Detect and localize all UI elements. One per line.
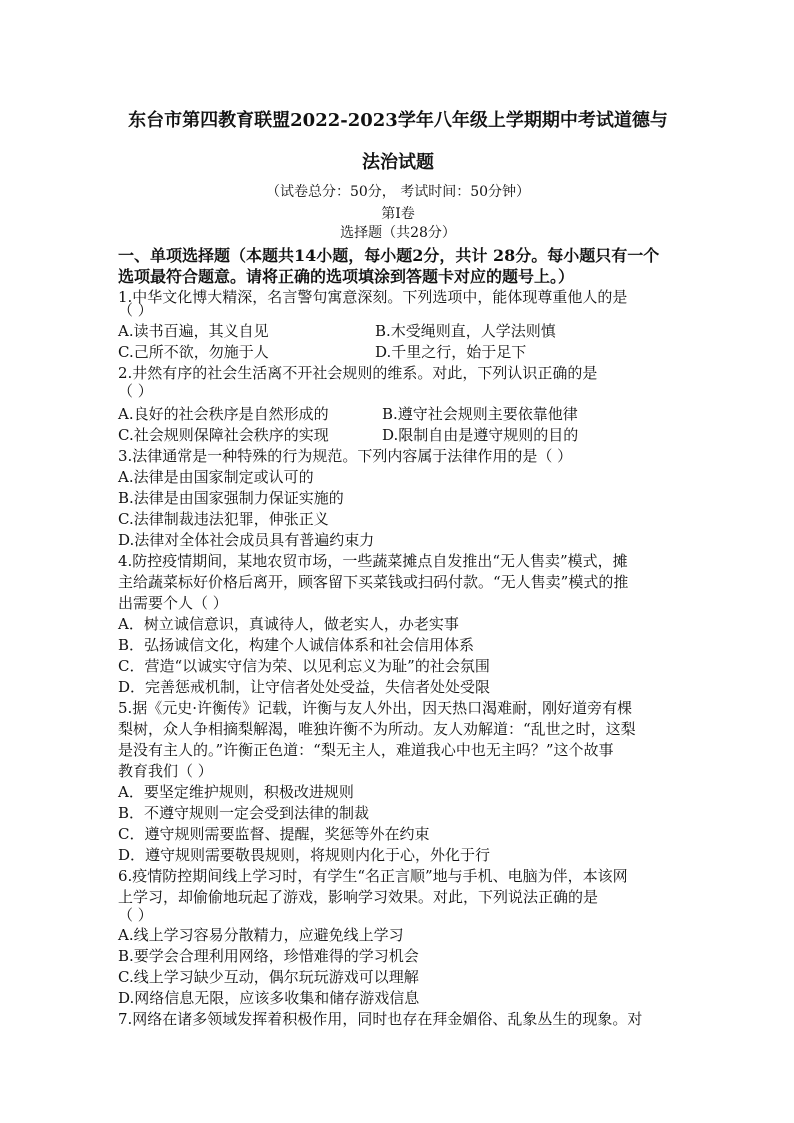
- q1-option-a: A.读书百遍，其义自见: [118, 322, 269, 340]
- q3-option-b: B.法律是由国家强制力保证实施的: [118, 489, 344, 507]
- q5-option-d: D．遵守规则需要敬畏规则，将规则内化于心，外化于行: [118, 846, 491, 864]
- q1-option-b: B.木受绳则直，人学法则慎: [375, 322, 556, 340]
- exam-title-line-2: 法治试题: [362, 152, 434, 173]
- q6-option-b: B.要学会合理利用网络，珍惜难得的学习机会: [118, 947, 419, 965]
- q1-option-d: D.千里之行，始于足下: [375, 343, 527, 361]
- q5-option-b: B．不遵守规则一定会受到法律的制裁: [118, 804, 370, 822]
- q3-stem: 3.法律通常是一种特殊的行为规范。下列内容属于法律作用的是（ ）: [118, 447, 573, 465]
- q3-option-d: D.法律对全体社会成员具有普遍约束力: [118, 531, 375, 549]
- instructions-line-1: 一、单项选择题（本题共14小题，每小题2分，共计 28分。每小题只有一个: [118, 246, 660, 265]
- q4-stem-line-1: 4.防控疫情期间，某地农贸市场，一些蔬菜摊点自发推出“无人售卖”模式，摊: [118, 552, 628, 570]
- q5-option-a: A．要坚定维护规则，积极改进规则: [118, 783, 354, 801]
- q5-stem-line-4: 教育我们（ ）: [118, 762, 213, 780]
- volume-heading: 第Ⅰ卷: [381, 206, 415, 222]
- q6-option-a: A.线上学习容易分散精力，应避免线上学习: [118, 926, 404, 944]
- q5-stem-line-1: 5.据《元史·许衡传》记载，许衡与友人外出，因天热口渴难耐，刚好道旁有棵: [118, 699, 633, 717]
- exam-info: （试卷总分：50分， 考试时间：50分钟）: [265, 184, 531, 200]
- exam-title-line-1: 东台市第四教育联盟2022-2023学年八年级上学期期中考试道德与: [128, 110, 668, 131]
- q2-option-c: C.社会规则保障社会秩序的实现: [118, 426, 329, 444]
- q4-option-a: A．树立诚信意识，真诚待人，做老实人，办老实事: [118, 615, 459, 633]
- q4-option-c: C．营造“以诚实守信为荣、以见利忘义为耻”的社会氛围: [118, 657, 490, 675]
- q1-option-c: C.己所不欲，勿施于人: [118, 343, 269, 361]
- q2-option-a: A.良好的社会秩序是自然形成的: [118, 405, 329, 423]
- q6-stem-line-3: （ ）: [118, 906, 153, 924]
- q3-option-c: C.法律制裁违法犯罪，伸张正义: [118, 510, 329, 528]
- section-heading: 选择题（共28分）: [340, 225, 456, 241]
- q6-option-d: D.网络信息无限，应该多收集和储存游戏信息: [118, 989, 420, 1007]
- q5-stem-line-3: 是没有主人的。”许衡正色道：“梨无主人，难道我心中也无主吗？”这个故事: [118, 741, 614, 759]
- q2-option-d: D.限制自由是遵守规则的目的: [382, 426, 579, 444]
- q7-stem-line-1: 7.网络在诸多领域发挥着积极作用，同时也存在拜金媚俗、乱象丛生的现象。对: [118, 1010, 643, 1028]
- q4-option-b: B．弘扬诚信文化，构建个人诚信体系和社会信用体系: [118, 636, 475, 654]
- q4-stem-line-2: 主给蔬菜标好价格后离开，顾客留下买菜钱或扫码付款。“无人售卖”模式的推: [118, 573, 629, 591]
- q2-stem-line-1: 2.井然有序的社会生活离不开社会规则的维系。对此，下列认识正确的是: [118, 364, 598, 382]
- q6-option-c: C.线上学习缺少互动，偶尔玩玩游戏可以理解: [118, 968, 419, 986]
- q4-stem-line-3: 出需要个人（ ）: [118, 594, 228, 612]
- q2-option-b: B.遵守社会规则主要依靠他律: [382, 405, 578, 423]
- instructions-line-2: 选项最符合题意。请将正确的选项填涂到答题卡对应的题号上。）: [118, 267, 575, 286]
- q5-option-c: C．遵守规则需要监督、提醒，奖惩等外在约束: [118, 825, 430, 843]
- q4-option-d: D．完善惩戒机制，让守信者处处受益，失信者处处受限: [118, 678, 491, 696]
- q3-option-a: A.法律是由国家制定或认可的: [118, 468, 314, 486]
- q6-stem-line-2: 上学习，却偷偷地玩起了游戏，影响学习效果。对此，下列说法正确的是: [118, 888, 599, 906]
- q2-stem-line-2: （ ）: [118, 382, 153, 400]
- q1-stem-line-1: 1.中华文化博大精深，名言警句寓意深刻。下列选项中，能体现尊重他人的是: [118, 288, 628, 306]
- q5-stem-line-2: 梨树，众人争相摘梨解渴，唯独许衡不为所动。友人劝解道：“乱世之时，这梨: [118, 720, 636, 738]
- q1-stem-line-2: （ ）: [118, 301, 153, 319]
- q6-stem-line-1: 6.疫情防控期间线上学习时，有学生“名正言顺”地与手机、电脑为伴，本该网: [118, 867, 628, 885]
